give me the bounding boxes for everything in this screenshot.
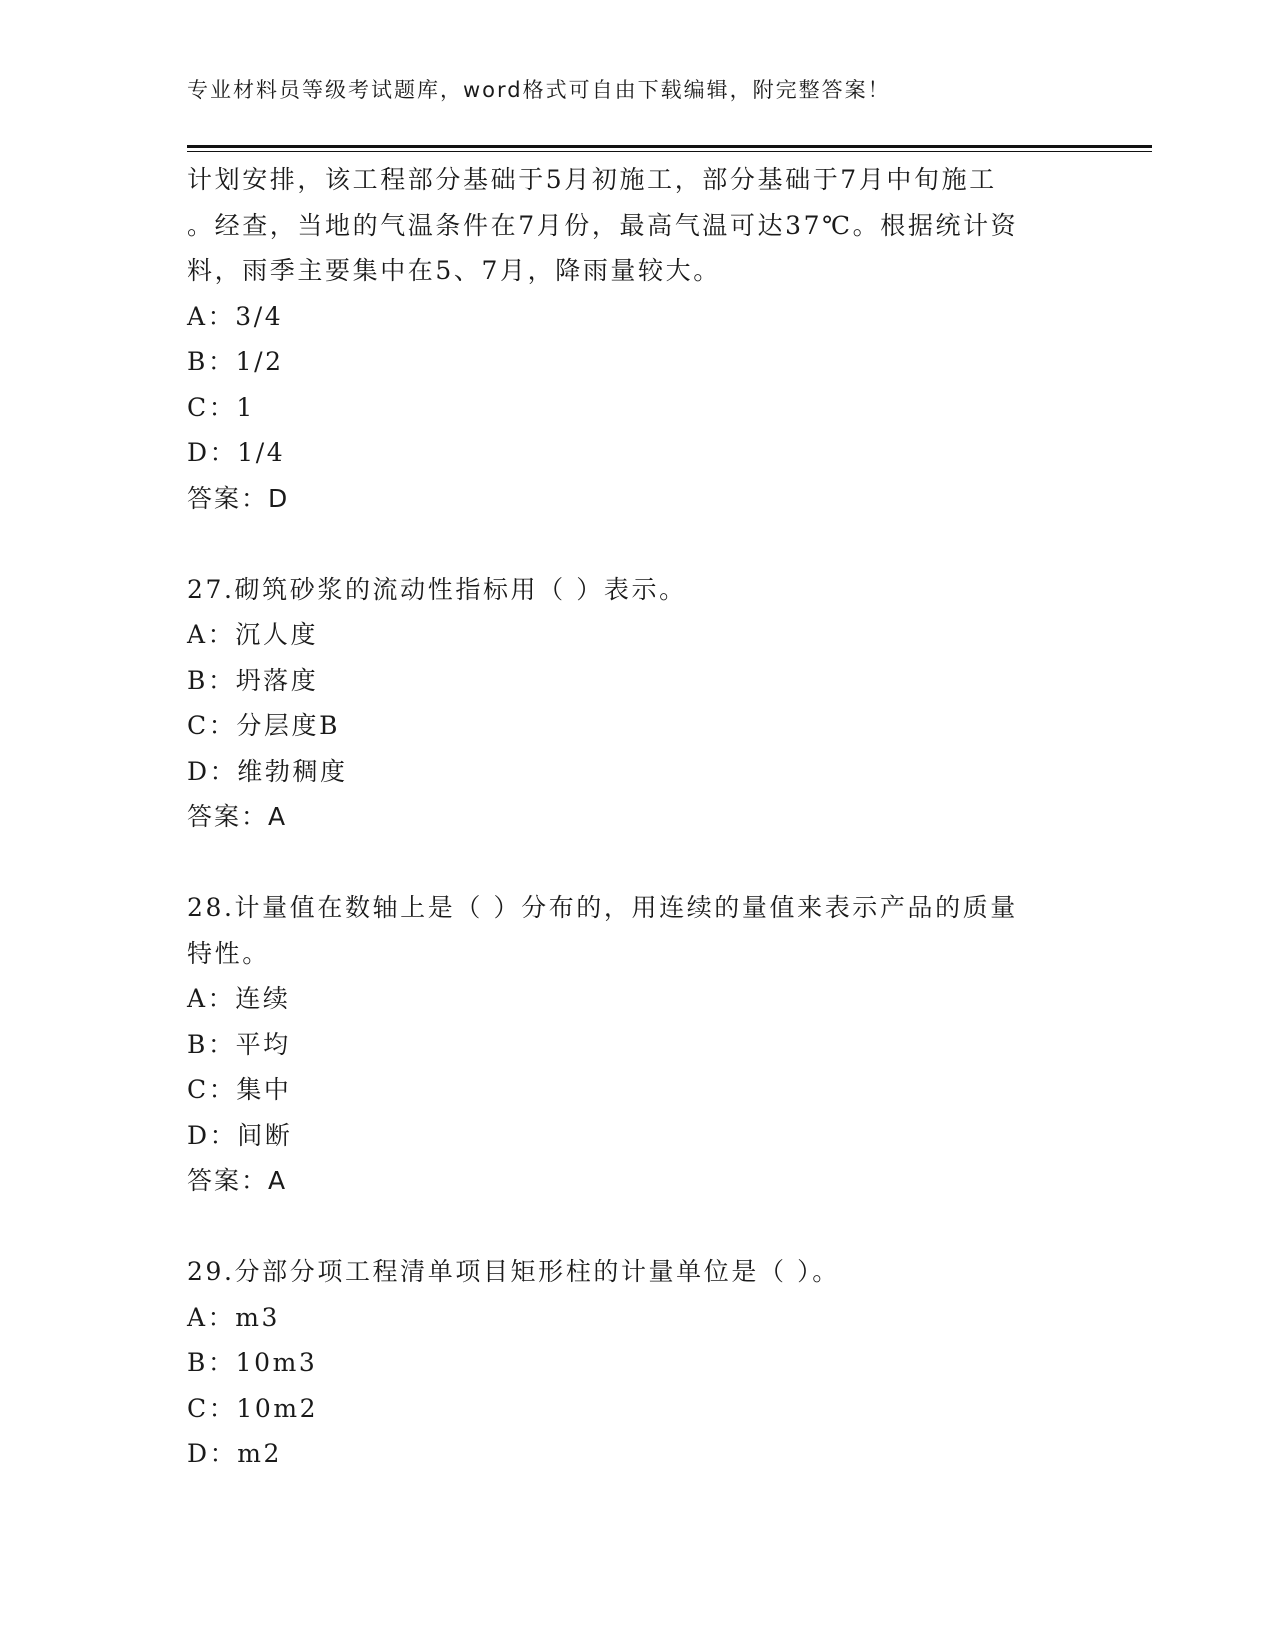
question-stem: 29.分部分项工程清单项目矩形柱的计量单位是（ ）。	[187, 1257, 840, 1286]
question-continuation	[187, 157, 1087, 521]
spacer	[187, 1204, 1087, 1250]
option-c: C：分层度B	[187, 711, 341, 740]
option-a: A：m3	[187, 1302, 281, 1332]
header-rule-thick	[187, 145, 1152, 148]
option-c: C：10m2	[187, 1393, 319, 1423]
option-a: A：连续	[187, 984, 291, 1013]
question-stem: 特性。	[187, 938, 270, 968]
question-29	[187, 1249, 1087, 1477]
question-text-line: 料，雨季主要集中在5、7月，降雨量较大。	[187, 256, 721, 285]
question-text-line: 计划安排，该工程部分基础于5月初施工，部分基础于7月中旬施工	[187, 165, 997, 194]
header-rule-thin	[187, 151, 1152, 152]
option-c: C：1	[187, 392, 255, 422]
option-d: D：维勃稠度	[187, 756, 348, 786]
spacer	[187, 521, 1087, 567]
option-a: A：3/4	[187, 301, 284, 331]
option-b: B：平均	[187, 1029, 291, 1059]
option-d: D：间断	[187, 1120, 293, 1150]
option-d: D：1/4	[187, 438, 286, 467]
option-b: B：10m3	[187, 1348, 318, 1377]
question-stem: 28.计量值在数轴上是（ ）分布的，用连续的量值来表示产品的质量	[187, 893, 1018, 922]
question-stem: 27.砌筑砂浆的流动性指标用（ ）表示。	[187, 574, 687, 604]
answer-label: 答案：A	[187, 802, 288, 831]
option-c: C：集中	[187, 1075, 292, 1104]
option-b: B：坍落度	[187, 665, 319, 695]
option-d: D：m2	[187, 1439, 283, 1468]
question-list	[187, 157, 1087, 1477]
question-27	[187, 567, 1087, 840]
spacer	[187, 840, 1087, 886]
page-header: 专业材料员等级考试题库，word格式可自由下载编辑，附完整答案！	[187, 78, 891, 102]
answer-label: 答案：A	[187, 1166, 288, 1195]
question-28	[187, 885, 1087, 1204]
answer-label: 答案：D	[187, 483, 290, 513]
option-b: B：1/2	[187, 347, 284, 376]
question-text-line: 。经查，当地的气温条件在7月份，最高气温可达37℃。根据统计资	[187, 210, 1019, 240]
option-a: A：沉人度	[187, 620, 319, 649]
